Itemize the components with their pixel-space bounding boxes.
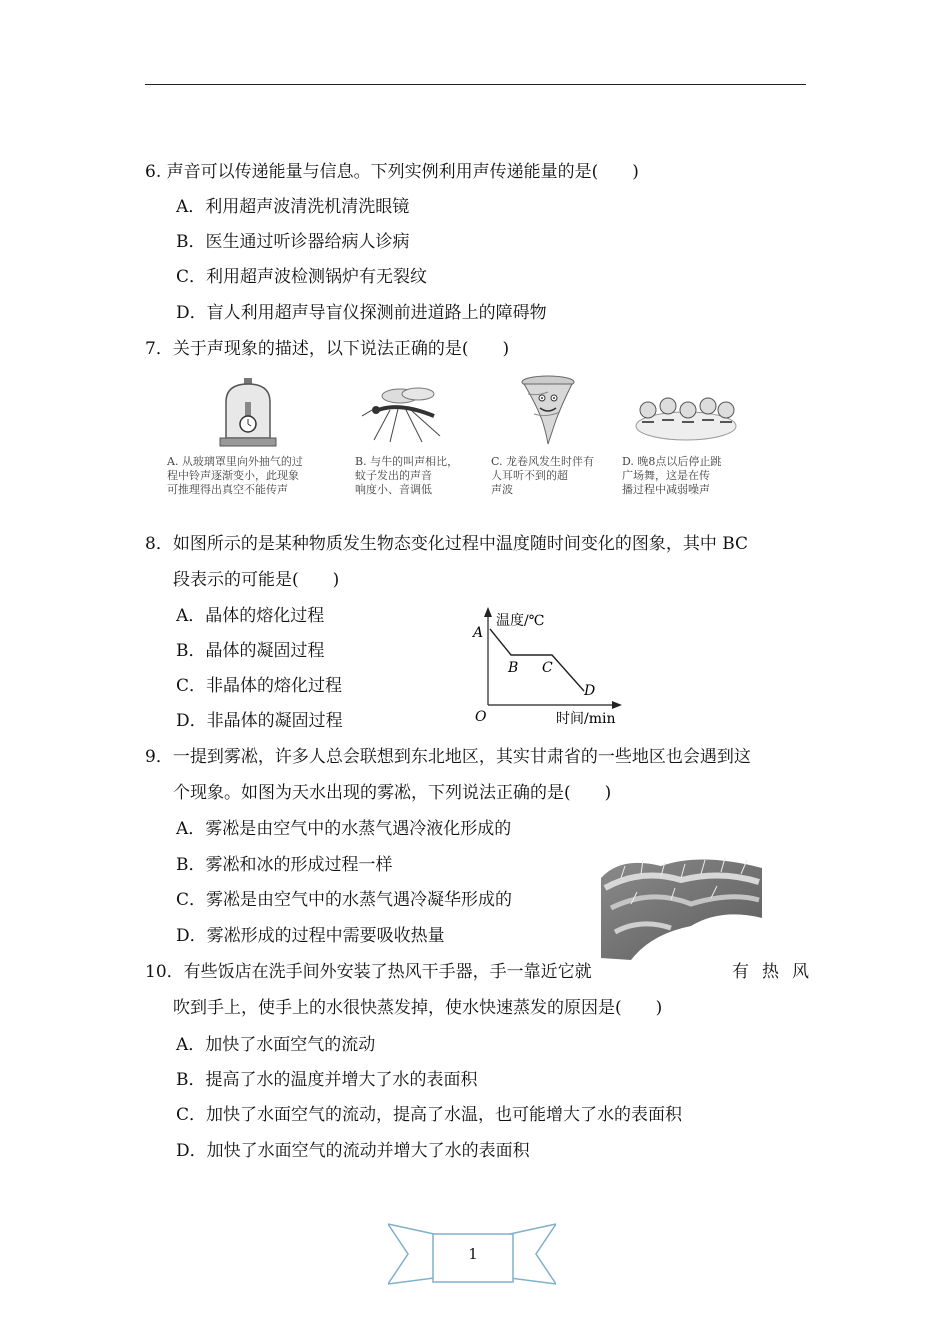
mosquito-figure xyxy=(360,382,456,444)
graph-point-c: C xyxy=(542,660,553,676)
q7-caption-a: A. 从玻璃罩里向外抽气的过 程中铃声逐渐变小，此现象 可推理得出真空不能传声 xyxy=(167,455,303,496)
q9-option-b: B．雾凇和冰的形成过程一样 xyxy=(176,855,393,875)
q8-stem-line1: 8．如图所示的是某种物质发生物态变化过程中温度随时间变化的图象，其中 BC xyxy=(145,534,749,554)
q8-option-b: B．晶体的凝固过程 xyxy=(176,641,325,661)
temperature-time-graph xyxy=(466,603,628,727)
q10-stem-line2: 吹到手上，使手上的水很快蒸发掉，使水快速蒸发的原因是( ) xyxy=(173,998,663,1018)
q10-stem-part2: 有热风 xyxy=(732,962,822,982)
rime-frost-photo xyxy=(601,848,762,960)
q8-option-a: A．晶体的熔化过程 xyxy=(176,606,325,626)
q9-stem-line2: 个现象。如图为天水出现的雾凇，下列说法正确的是( ) xyxy=(173,783,612,803)
header-rule xyxy=(145,84,806,85)
q6-option-b: B．医生通过听诊器给病人诊病 xyxy=(176,232,410,252)
q7-caption-c: C. 龙卷风发生时伴有 人耳听不到的超 声波 xyxy=(491,455,595,496)
graph-point-a: A xyxy=(473,625,484,641)
q10-option-d: D．加快了水面空气的流动并增大了水的表面积 xyxy=(176,1141,530,1161)
graph-point-b: B xyxy=(508,660,519,676)
q9-option-c: C．雾凇是由空气中的水蒸气遇冷凝华形成的 xyxy=(176,890,513,910)
q6-stem: 6. 声音可以传递能量与信息。下列实例利用声传递能量的是( ) xyxy=(145,162,639,182)
q6-option-a: A．利用超声波清洗机清洗眼镜 xyxy=(176,197,410,217)
q7-caption-b: B. 与牛的叫声相比， 蚊子发出的声音 响度小、音调低 xyxy=(355,455,459,496)
tornado-figure xyxy=(518,374,578,446)
q7-caption-d: D. 晚8点以后停止跳 广场舞，这是在传 播过程中减弱噪声 xyxy=(622,455,722,496)
graph-point-d: D xyxy=(584,683,596,699)
q8-stem-line2: 段表示的可能是( ) xyxy=(173,570,340,590)
q6-option-d: D．盲人利用超声导盲仪探测前进道路上的障碍物 xyxy=(176,303,547,323)
q10-option-a: A．加快了水面空气的流动 xyxy=(176,1035,376,1055)
q7-stem: 7．关于声现象的描述，以下说法正确的是( ) xyxy=(145,339,510,359)
q9-option-d: D．雾凇形成的过程中需要吸收热量 xyxy=(176,926,445,946)
q10-option-b: B．提高了水的温度并增大了水的表面积 xyxy=(176,1070,478,1090)
page-number: 1 xyxy=(468,1245,478,1263)
q8-option-d: D．非晶体的凝固过程 xyxy=(176,711,343,731)
bell-jar-figure xyxy=(218,376,278,452)
q9-stem-line1: 9．一提到雾凇，许多人总会联想到东北地区，其实甘肃省的一些地区也会遇到这 xyxy=(145,747,751,767)
q10-option-c: C．加快了水面空气的流动，提高了水温，也可能增大了水的表面积 xyxy=(176,1105,683,1125)
q6-option-c: C．利用超声波检测锅炉有无裂纹 xyxy=(176,267,428,287)
graph-origin-label: O xyxy=(475,709,487,725)
graph-y-label: 温度/℃ xyxy=(496,613,545,629)
q8-option-c: C．非晶体的熔化过程 xyxy=(176,676,343,696)
square-dance-figure xyxy=(634,392,738,442)
q9-option-a: A．雾凇是由空气中的水蒸气遇冷液化形成的 xyxy=(176,819,512,839)
q10-stem-part1: 10．有些饭店在洗手间外安装了热风干手器，手一靠近它就 xyxy=(145,962,592,982)
graph-x-label: 时间/min xyxy=(556,711,616,727)
